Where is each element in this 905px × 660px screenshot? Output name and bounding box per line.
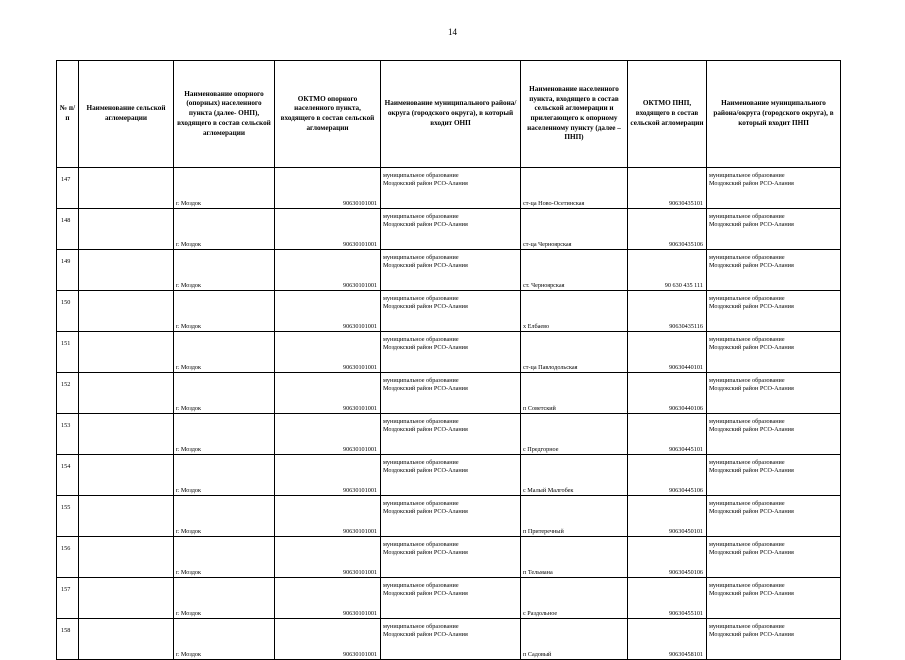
pnp-municipality-cell-line: Моздокский район РСО-Алания	[709, 385, 794, 393]
onp-municipality-cell	[381, 332, 521, 373]
pnp-municipality-cell-line: муниципальное образование	[709, 336, 785, 343]
onp-oktmo-cell: 90630101001	[275, 455, 381, 496]
onp-municipality-cell-line: Моздокский район РСО-Алания	[383, 590, 468, 598]
pnp-oktmo-cell: 90630440106	[628, 373, 707, 414]
pnp-municipality-cell	[707, 496, 841, 537]
onp-municipality-cell-line: Моздокский район РСО-Алания	[383, 549, 468, 557]
pnp-name-cell: п Советский	[521, 373, 628, 414]
row-number-cell: 150	[57, 291, 79, 332]
agglomeration-cell	[79, 373, 174, 414]
pnp-municipality-cell-line: Моздокский район РСО-Алания	[709, 508, 794, 516]
pnp-name-cell: п Садовый	[521, 619, 628, 660]
pnp-municipality-cell-line: муниципальное образование	[709, 459, 785, 466]
pnp-municipality-cell-line: Моздокский район РСО-Алания	[709, 549, 794, 557]
onp-municipality-cell-line: муниципальное образование	[383, 500, 459, 507]
table-header	[57, 61, 841, 168]
agglomeration-cell	[79, 496, 174, 537]
pnp-municipality-cell-line: муниципальное образование	[709, 500, 785, 507]
pnp-municipality-cell-line: муниципальное образование	[709, 582, 785, 589]
onp-municipality-cell-line: Моздокский район РСО-Алания	[383, 303, 468, 311]
onp-name-cell: г. Моздок	[174, 578, 275, 619]
pnp-municipality-cell	[707, 455, 841, 496]
pnp-name-cell: с Раздольное	[521, 578, 628, 619]
table-body	[57, 168, 841, 660]
table-row	[57, 209, 841, 250]
table-row	[57, 332, 841, 373]
pnp-municipality-cell-line: муниципальное образование	[709, 172, 785, 179]
onp-municipality-cell-line: муниципальное образование	[383, 623, 459, 630]
agglomeration-cell	[79, 619, 174, 660]
table-row	[57, 537, 841, 578]
pnp-name-cell: х Елбаево	[521, 291, 628, 332]
onp-municipality-cell	[381, 414, 521, 455]
pnp-municipality-cell-line: Моздокский район РСО-Алания	[709, 262, 794, 270]
onp-municipality-cell	[381, 209, 521, 250]
onp-municipality-cell	[381, 619, 521, 660]
onp-municipality-cell-line: Моздокский район РСО-Алания	[383, 467, 468, 475]
onp-oktmo-cell: 90630101001	[275, 291, 381, 332]
pnp-oktmo-cell: 90630455101	[628, 578, 707, 619]
pnp-name-cell: п Притеречный	[521, 496, 628, 537]
onp-municipality-cell	[381, 168, 521, 209]
pnp-municipality-cell	[707, 168, 841, 209]
pnp-name-cell: с Предгорное	[521, 414, 628, 455]
onp-name-cell: г. Моздок	[174, 537, 275, 578]
onp-municipality-cell-line: Моздокский район РСО-Алания	[383, 426, 468, 434]
onp-oktmo-cell: 90630101001	[275, 619, 381, 660]
pnp-oktmo-cell: 90630445106	[628, 455, 707, 496]
agglomeration-cell	[79, 537, 174, 578]
onp-municipality-cell-line: муниципальное образование	[383, 172, 459, 179]
pnp-municipality-cell	[707, 414, 841, 455]
pnp-municipality-cell-line: муниципальное образование	[709, 541, 785, 548]
onp-municipality-cell-line: Моздокский район РСО-Алания	[383, 385, 468, 393]
onp-oktmo-cell: 90630101001	[275, 332, 381, 373]
pnp-municipality-cell-line: Моздокский район РСО-Алания	[709, 344, 794, 352]
pnp-oktmo-cell: 90 630 435 111	[628, 250, 707, 291]
onp-municipality-cell-line: Моздокский район РСО-Алания	[383, 344, 468, 352]
agglomeration-cell	[79, 414, 174, 455]
pnp-name-cell: ст. Черноярская	[521, 250, 628, 291]
row-number-cell: 149	[57, 250, 79, 291]
row-number-cell: 151	[57, 332, 79, 373]
table-row	[57, 619, 841, 660]
agglomeration-table	[56, 60, 841, 660]
onp-municipality-cell-line: Моздокский район РСО-Алания	[383, 221, 468, 229]
onp-name-cell: г. Моздок	[174, 373, 275, 414]
table-row	[57, 291, 841, 332]
pnp-municipality-cell-line: Моздокский район РСО-Алания	[709, 180, 794, 188]
pnp-municipality-cell-line: муниципальное образование	[709, 623, 785, 630]
onp-oktmo-cell: 90630101001	[275, 496, 381, 537]
table-row	[57, 578, 841, 619]
pnp-oktmo-cell: 90630435106	[628, 209, 707, 250]
header-onp-name: Наименование опорного (опорных) населенного пункта (далее- ОНП), входящего в состав сельской агломерации	[174, 61, 275, 168]
agglomeration-cell	[79, 291, 174, 332]
onp-municipality-cell	[381, 373, 521, 414]
pnp-oktmo-cell: 90630445101	[628, 414, 707, 455]
header-num: № п/п	[57, 61, 79, 168]
onp-municipality-cell	[381, 578, 521, 619]
pnp-municipality-cell	[707, 578, 841, 619]
onp-oktmo-cell: 90630101001	[275, 168, 381, 209]
onp-municipality-cell	[381, 455, 521, 496]
pnp-oktmo-cell: 90630435116	[628, 291, 707, 332]
pnp-municipality-cell-line: Моздокский район РСО-Алания	[709, 426, 794, 434]
onp-municipality-cell-line: муниципальное образование	[383, 295, 459, 302]
row-number-cell: 156	[57, 537, 79, 578]
table-row	[57, 455, 841, 496]
pnp-name-cell: ст-ца Ново-Осетинская	[521, 168, 628, 209]
pnp-municipality-cell-line: муниципальное образование	[709, 213, 785, 220]
onp-municipality-cell-line: муниципальное образование	[383, 459, 459, 466]
pnp-name-cell: ст-ца Павлодольская	[521, 332, 628, 373]
pnp-municipality-cell	[707, 537, 841, 578]
pnp-name-cell: с Малый Малгобек	[521, 455, 628, 496]
row-number-cell: 153	[57, 414, 79, 455]
row-number-cell: 148	[57, 209, 79, 250]
pnp-oktmo-cell: 90630458101	[628, 619, 707, 660]
header-pnp-name: Наименование населенного пункта, входящего в состав сельской агломерации и прилегающего к опорному населенному пункту (далее – ПНП)	[521, 61, 628, 168]
onp-municipality-cell-line: Моздокский район РСО-Алания	[383, 180, 468, 188]
agglomeration-cell	[79, 578, 174, 619]
onp-municipality-cell	[381, 291, 521, 332]
header-onp-oktmo: ОКТМО опорного населенного пункта, входящего в состав сельской агломерации	[275, 61, 381, 168]
onp-oktmo-cell: 90630101001	[275, 209, 381, 250]
onp-municipality-cell-line: муниципальное образование	[383, 582, 459, 589]
table-row	[57, 414, 841, 455]
table-row	[57, 373, 841, 414]
pnp-municipality-cell-line: муниципальное образование	[709, 377, 785, 384]
pnp-municipality-cell	[707, 619, 841, 660]
row-number-cell: 154	[57, 455, 79, 496]
table-row	[57, 496, 841, 537]
onp-oktmo-cell: 90630101001	[275, 250, 381, 291]
page-number: 14	[448, 27, 457, 37]
header-row	[57, 61, 841, 168]
pnp-municipality-cell	[707, 291, 841, 332]
pnp-name-cell: п Тельмана	[521, 537, 628, 578]
pnp-municipality-cell-line: муниципальное образование	[709, 418, 785, 425]
pnp-municipality-cell-line: Моздокский район РСО-Алания	[709, 467, 794, 475]
row-number-cell: 147	[57, 168, 79, 209]
onp-municipality-cell	[381, 496, 521, 537]
pnp-oktmo-cell: 90630450106	[628, 537, 707, 578]
agglomeration-cell	[79, 209, 174, 250]
onp-name-cell: г. Моздок	[174, 209, 275, 250]
onp-name-cell: г. Моздок	[174, 168, 275, 209]
onp-municipality-cell-line: муниципальное образование	[383, 213, 459, 220]
pnp-municipality-cell-line: Моздокский район РСО-Алания	[709, 631, 794, 639]
onp-oktmo-cell: 90630101001	[275, 373, 381, 414]
row-number-cell: 157	[57, 578, 79, 619]
header-pnp-oktmo: ОКТМО ПНП, входящего в состав сельской агломерации	[628, 61, 707, 168]
onp-oktmo-cell: 90630101001	[275, 537, 381, 578]
onp-municipality-cell	[381, 537, 521, 578]
pnp-municipality-cell-line: Моздокский район РСО-Алания	[709, 590, 794, 598]
onp-name-cell: г. Моздок	[174, 291, 275, 332]
onp-municipality-cell-line: муниципальное образование	[383, 418, 459, 425]
pnp-municipality-cell-line: Моздокский район РСО-Алания	[709, 303, 794, 311]
pnp-name-cell: ст-ца Черноярская	[521, 209, 628, 250]
onp-municipality-cell	[381, 250, 521, 291]
onp-municipality-cell-line: муниципальное образование	[383, 541, 459, 548]
onp-name-cell: г. Моздок	[174, 619, 275, 660]
pnp-municipality-cell-line: Моздокский район РСО-Алания	[709, 221, 794, 229]
pnp-municipality-cell	[707, 332, 841, 373]
pnp-municipality-cell-line: муниципальное образование	[709, 295, 785, 302]
onp-municipality-cell-line: муниципальное образование	[383, 336, 459, 343]
row-number-cell: 158	[57, 619, 79, 660]
agglomeration-cell	[79, 455, 174, 496]
pnp-oktmo-cell: 90630450101	[628, 496, 707, 537]
agglomeration-cell	[79, 332, 174, 373]
header-onp-municipality: Наименование муниципального района/округа (городского округа), в который входит ОНП	[381, 61, 521, 168]
header-agglomeration: Наименование сельской агломерации	[79, 61, 174, 168]
onp-municipality-cell-line: Моздокский район РСО-Алания	[383, 262, 468, 270]
onp-municipality-cell-line: муниципальное образование	[383, 377, 459, 384]
row-number-cell: 152	[57, 373, 79, 414]
onp-municipality-cell-line: Моздокский район РСО-Алания	[383, 631, 468, 639]
onp-name-cell: г. Моздок	[174, 414, 275, 455]
onp-municipality-cell-line: Моздокский район РСО-Алания	[383, 508, 468, 516]
row-number-cell: 155	[57, 496, 79, 537]
onp-oktmo-cell: 90630101001	[275, 578, 381, 619]
onp-name-cell: г. Моздок	[174, 496, 275, 537]
pnp-municipality-cell	[707, 373, 841, 414]
onp-name-cell: г. Моздок	[174, 250, 275, 291]
agglomeration-cell	[79, 168, 174, 209]
onp-name-cell: г. Моздок	[174, 455, 275, 496]
pnp-oktmo-cell: 90630440101	[628, 332, 707, 373]
onp-name-cell: г. Моздок	[174, 332, 275, 373]
table-row	[57, 168, 841, 209]
pnp-municipality-cell	[707, 209, 841, 250]
pnp-oktmo-cell: 90630435101	[628, 168, 707, 209]
pnp-municipality-cell-line: муниципальное образование	[709, 254, 785, 261]
pnp-municipality-cell	[707, 250, 841, 291]
table-row	[57, 250, 841, 291]
onp-municipality-cell-line: муниципальное образование	[383, 254, 459, 261]
header-pnp-municipality: Наименование муниципального района/округа (городского округа), в который входит ПНП	[707, 61, 841, 168]
onp-oktmo-cell: 90630101001	[275, 414, 381, 455]
agglomeration-cell	[79, 250, 174, 291]
